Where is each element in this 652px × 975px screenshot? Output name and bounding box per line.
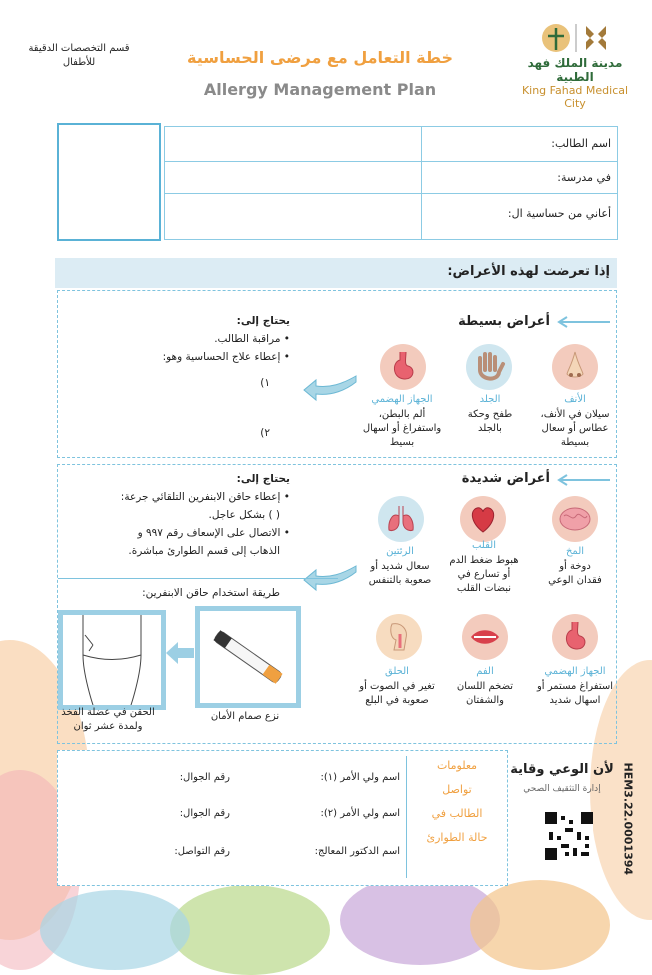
- injector-step1-label: نزع صمام الأمان: [210, 711, 280, 722]
- mild-title: أعراض بسيطة: [458, 314, 550, 329]
- severe-brain-desc1: دوخة أو: [559, 561, 591, 572]
- mild-need-2: • إعطاء علاج الحساسية وهو:: [162, 351, 290, 363]
- severe-need-1-line1: إعطاء حاقن الابنفرين التلقائي جرعة:: [120, 491, 281, 503]
- mild-need-1-text: مراقبة الطالب.: [214, 333, 281, 345]
- contact-divider: [406, 756, 407, 878]
- bg-blob-bottom-orange: [470, 880, 610, 970]
- severe-need-2-line1: الاتصال على الإسعاف رقم ٩٩٧ و: [137, 527, 281, 539]
- arrow-left-severe-icon: [555, 474, 610, 486]
- severe-brain-name: المخ: [565, 546, 585, 557]
- school-label: في مدرسة:: [557, 171, 611, 184]
- contact-heading: [410, 754, 504, 850]
- arrow-left-icon: [555, 316, 610, 328]
- severe-needs-title: يحتاج إلى:: [236, 473, 290, 485]
- mild-gi-desc2: واستفراغ أو اسهال: [362, 423, 442, 434]
- org-name-arabic: مدينة الملك فهد الطبية: [527, 56, 623, 84]
- contact-heading-1: معلومات: [436, 759, 478, 772]
- contact-heading-2: تواصل: [442, 783, 472, 796]
- throat-icon: [376, 614, 422, 660]
- mild-nose-name: الأنف: [564, 394, 586, 405]
- contact-heading-3: الطالب في: [431, 807, 483, 820]
- arrow-left-injector-icon: [164, 640, 194, 666]
- document-code: HEM3.22.0001394: [621, 762, 635, 876]
- department: [14, 42, 144, 70]
- severe-mouth-desc: [440, 680, 530, 708]
- severe-gi-name: الجهاز الهضمي: [544, 666, 606, 677]
- qr-code-icon: [545, 812, 593, 860]
- mild-need-2-text: إعطاء علاج الحساسية وهو:: [162, 351, 281, 363]
- severe-gi-desc1: استفراغ مستمر أو: [536, 681, 614, 692]
- department-line1: قسم التخصصات الدقيقة: [28, 43, 130, 54]
- severe-needs: [62, 470, 290, 560]
- name-label: اسم الطالب:: [551, 137, 611, 150]
- curved-arrow-severe-icon: [302, 562, 358, 592]
- title-english: Allergy Management Plan: [203, 80, 437, 99]
- guardian1-label[interactable]: اسم ولي الأمر (١):: [320, 772, 400, 783]
- info-row-allergy: [165, 193, 617, 238]
- mild-skin-name: الجلد: [479, 394, 501, 405]
- thigh-injection-icon: [63, 615, 161, 705]
- stomach-severe-icon: [552, 614, 598, 660]
- mouth-icon: [462, 614, 508, 660]
- severe-need-1-line2: ( ) بشكل عاجل.: [208, 509, 280, 521]
- injector-title: طريقة استخدام حاقن الابنفرين:: [142, 587, 280, 599]
- mild-blank-1[interactable]: ١): [260, 377, 270, 389]
- mild-nose-desc2: عطاس أو سعال: [541, 423, 609, 434]
- severe-gi-desc2: اسهال شديد: [549, 695, 601, 706]
- heart-icon: [460, 496, 506, 542]
- injector-step2-label: [48, 706, 168, 734]
- mild-skin-desc2: بالجلد: [478, 423, 502, 434]
- severe-throat-name: الحلق: [385, 666, 409, 677]
- nose-icon: [552, 344, 598, 390]
- mild-need-1: • مراقبة الطالب.: [214, 333, 290, 345]
- severe-mouth-desc2: والشفتان: [465, 695, 505, 706]
- allergy-label: أعاني من حساسية ال:: [507, 207, 611, 220]
- severe-heart-desc2: أو تسارع في: [457, 569, 511, 580]
- hand-icon: [466, 344, 512, 390]
- severe-throat-desc: [348, 680, 446, 708]
- symptoms-intro: إذا تعرضت لهذه الأعراض:: [447, 264, 610, 279]
- severe-lungs-desc2: صعوبة بالتنفس: [368, 575, 432, 586]
- health-education-dept: إدارة التثقيف الصحي: [523, 784, 601, 794]
- contact-heading-4: حالة الطوارئ: [426, 831, 488, 844]
- mild-nose-desc: [532, 408, 618, 450]
- curved-arrow-icon: [302, 372, 358, 402]
- severe-brain-desc: [532, 560, 618, 588]
- epipen-icon: [200, 611, 296, 703]
- injector-step2-box: [58, 610, 166, 710]
- severe-need-1: • إعطاء حاقن الابنفرين التلقائي جرعة:: [120, 491, 290, 503]
- department-line2: للأطفال: [62, 57, 96, 68]
- severe-mouth-desc1: تضخم اللسان: [456, 681, 514, 692]
- severe-lungs-desc1: سعال شديد أو: [370, 561, 430, 572]
- mild-nose-desc3: بسيطة: [560, 437, 590, 448]
- mild-skin-desc: [450, 408, 530, 436]
- mild-needs-title: يحتاج إلى:: [236, 315, 290, 327]
- kfmc-logo: [520, 20, 630, 110]
- org-name-english: King Fahad Medical City: [521, 84, 629, 110]
- bg-blob-bottom-green: [170, 885, 330, 975]
- severe-lungs-name: الرئتين: [386, 546, 414, 557]
- bg-blob-bottom-blue: [40, 890, 190, 970]
- info-row-school: [165, 161, 617, 194]
- severe-throat-desc2: صعوبة في البلع: [365, 695, 429, 706]
- mild-blank-2[interactable]: ٢): [260, 427, 270, 439]
- mild-gi-name: الجهاز الهضمي: [371, 394, 433, 405]
- contact-number-label[interactable]: رقم التواصل:: [174, 846, 230, 857]
- severe-lungs-desc: [352, 560, 448, 588]
- injector-step2-line1: الحقن في عضلة الفخذ: [61, 707, 155, 718]
- photo-box[interactable]: [57, 123, 161, 241]
- slogan: لأن الوعي وقاية: [510, 762, 614, 777]
- injector-step2-line2: ولمدة عشر ثوان: [73, 721, 143, 732]
- student-info-table: [164, 126, 618, 240]
- severe-need-2: • الاتصال على الإسعاف رقم ٩٩٧ و: [137, 527, 290, 539]
- severe-heart-desc3: نبضات القلب: [456, 583, 512, 594]
- severe-heart-desc1: هبوط ضغط الدم: [449, 555, 519, 566]
- phone1-label[interactable]: رقم الجوال:: [179, 772, 230, 783]
- palm-emblem-icon: [520, 20, 630, 56]
- severe-heart-name: القلب: [471, 540, 496, 551]
- mild-skin-desc1: طفح وحكة: [467, 409, 513, 420]
- mild-nose-desc1: سيلان في الأنف،: [540, 409, 610, 420]
- info-row-name: [165, 127, 617, 162]
- severe-gi-desc: [530, 680, 620, 708]
- severe-brain-desc2: فقدان الوعي: [548, 575, 602, 586]
- injector-divider: [58, 578, 338, 579]
- phone2-label[interactable]: رقم الجوال:: [179, 808, 230, 819]
- title-arabic: خطة التعامل مع مرضى الحساسية: [187, 48, 453, 67]
- injector-step1-box: [195, 606, 301, 708]
- severe-mouth-name: الفم: [476, 666, 494, 677]
- severe-throat-desc1: تغير في الصوت أو: [359, 681, 435, 692]
- severe-need-2-line2: الذهاب إلى قسم الطوارئ مباشرة.: [128, 545, 280, 557]
- severe-heart-desc: [436, 554, 532, 596]
- doctor-label[interactable]: اسم الدكتور المعالج:: [314, 846, 400, 857]
- severe-title: أعراض شديدة: [461, 471, 550, 486]
- brain-icon: [552, 496, 598, 542]
- mild-gi-desc: [352, 408, 452, 450]
- stomach-icon: [380, 344, 426, 390]
- mild-needs: [90, 312, 290, 366]
- mild-gi-desc1: ألم بالبطن،: [378, 409, 426, 420]
- lungs-icon: [378, 496, 424, 542]
- mild-gi-desc3: بسيط: [389, 437, 415, 448]
- guardian2-label[interactable]: اسم ولي الأمر (٢):: [320, 808, 400, 819]
